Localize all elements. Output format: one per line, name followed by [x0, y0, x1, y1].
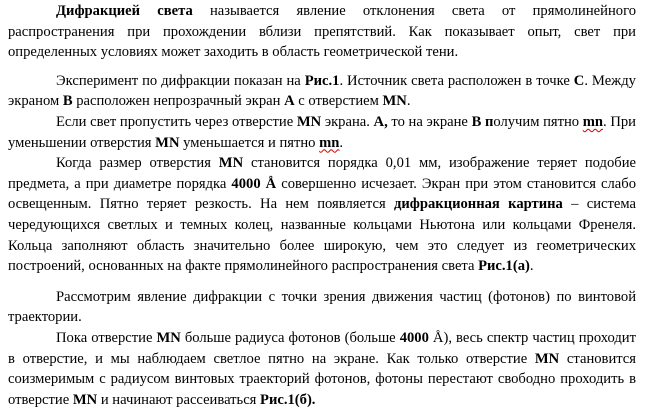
- text-run: и начинают рассеиваться: [97, 391, 261, 408]
- point-label: С: [573, 72, 585, 89]
- text-run: – система чередующихся светлых и темных колец, названные кольцами Ньютона или кольцами Френеля. Кольца заполняют область значительно более широкую, чем это следует из геометрических построений, основанных на факте прямолинейного распространения света: [8, 196, 636, 275]
- aperture-label: MN: [296, 113, 322, 130]
- aperture-label: MN: [382, 93, 407, 110]
- paragraph-photons: [8, 287, 636, 328]
- text-run: .: [339, 134, 344, 151]
- text-run: уменьшается и пятно: [179, 134, 320, 151]
- figure-ref: Рис.1: [304, 72, 340, 89]
- text-run: .: [529, 258, 534, 275]
- screen-label: В п: [471, 113, 494, 130]
- text-run: Å), весь спектр частиц проходит в отверстие, и мы наблюдаем светлое пятно на экране. Как только отверстие: [8, 329, 636, 367]
- text-run: больше радиуса фотонов (больше: [180, 329, 400, 346]
- text-run: становится порядка 0,01 мм, изображение теряет подобие предмета, а при диаметре порядка: [8, 155, 636, 192]
- paragraph-size: [8, 153, 636, 277]
- text-run: экрана.: [321, 113, 374, 130]
- wavelength-value: 4000: [399, 329, 429, 346]
- paragraph-definition: [8, 1, 636, 63]
- aperture-label: MN: [156, 329, 181, 346]
- text-run: .: [406, 93, 411, 110]
- text-run: Пока отверстие: [56, 329, 157, 346]
- text-run: расположен непрозрачный экран: [72, 93, 285, 110]
- text-run: . Между экраном: [8, 72, 636, 110]
- screen-label: А: [284, 93, 295, 110]
- aperture-label: MN: [155, 134, 180, 151]
- term-diffraction: Дифракцией света: [56, 3, 193, 19]
- document-body: [8, 1, 636, 410]
- text-run: . При уменьшении отверстия: [8, 113, 636, 151]
- text-run: называется явление отклонения света от прямолинейного распространения при прохождении вблизи препятствий. Как показывает опыт, свет при определенных условиях может заходить в область геометрической тени.: [8, 3, 636, 61]
- paragraph-gap: [8, 277, 636, 287]
- figure-ref: Рис.1(а): [478, 258, 530, 275]
- spot-label: mn: [582, 113, 604, 130]
- text-run: Эксперимент по дифракции показан на: [56, 72, 305, 89]
- text-run: Когда размер отверстия: [56, 155, 219, 172]
- paragraph-experiment: [8, 71, 636, 112]
- wavelength-value: 4000 Å: [231, 175, 277, 192]
- aperture-label: MN: [218, 155, 244, 172]
- aperture-label: MN: [72, 391, 98, 408]
- text-run: становится соизмеримым с радиусом винтовых траекторий фотонов, фотоны перестают свободно проходить в отверстие: [8, 350, 636, 408]
- term-diffraction-pattern: дифракционная картина: [393, 196, 563, 213]
- figure-ref: Рис.1(б).: [260, 391, 316, 408]
- paragraph-scattering: [8, 328, 636, 410]
- text-run: . Источник света расположен в точке: [339, 72, 574, 89]
- screen-label: А,: [373, 113, 388, 130]
- paragraph-gap: [8, 63, 636, 71]
- text-run: то на экране: [387, 113, 472, 130]
- aperture-label: MN: [534, 350, 560, 367]
- text-run: с отверстием: [294, 93, 383, 110]
- text-run: Если свет пропустить через отверстие: [56, 113, 297, 130]
- text-run: олучим пятно: [493, 113, 583, 130]
- screen-label: В: [62, 93, 73, 110]
- spot-label: mn: [319, 134, 340, 151]
- text-run: совершенно исчезает. Экран при этом становится слабо освещенным. Пятно теряет резкость. На нем появляется: [8, 175, 636, 213]
- paragraph-spot: [8, 112, 636, 153]
- text-run: Рассмотрим явление дифракции с точки зрения движения частиц (фотонов) по винтовой траектории.: [8, 288, 636, 326]
